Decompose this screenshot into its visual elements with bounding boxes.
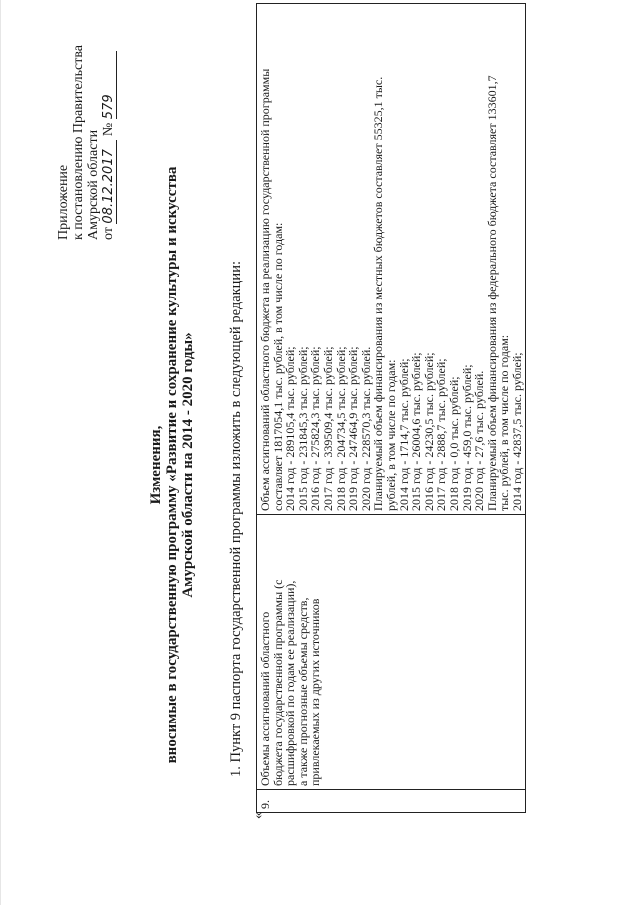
content-line: 2020 год - 228570,3 тыс. рублей.	[358, 346, 373, 511]
label-line: бюджета государственной программы (с	[270, 579, 285, 786]
label-line: Объемы ассигнований областного	[258, 611, 272, 786]
date-value: 08.12.2017	[101, 140, 117, 224]
heading-title: Изменения,	[148, 425, 164, 505]
intro-paragraph: 1. Пункт 9 паспорта государственной программы изложить в следующей редакции:	[228, 261, 244, 777]
label-line: расшифровкой по годам ее реализации),	[283, 580, 298, 786]
document-heading	[148, 65, 196, 865]
content-line: 2018 год - 0,0 тыс. рублей;	[446, 376, 461, 511]
content-line: 2014 год - 42837,5 тыс. рублей;	[509, 352, 524, 511]
appendix-region: Амурской области	[86, 129, 101, 240]
content-line: 2016 год - 275824,3 тыс. рублей;	[308, 346, 323, 511]
heading-line-2: вносимые в государственную программу «Развитие и сохранение культуры и искусства	[164, 166, 180, 764]
appendix-resolution: к постановлению Правительства	[71, 44, 86, 240]
content-line: 2014 год - 1714,7 тыс. рублей;	[396, 358, 411, 511]
appendix-block	[56, 15, 117, 240]
number-prefix: №	[101, 122, 116, 137]
content-line: тыс. рублей, в том числе по годам:	[497, 334, 512, 511]
content-line: Планируемый объем финансирования из федерального бюджета составляет 133601,7	[484, 75, 499, 511]
row-content	[257, 4, 526, 515]
passport-table	[256, 3, 526, 813]
date-prefix: от	[101, 227, 116, 240]
appendix-date-line	[101, 15, 117, 240]
content-line: 2018 год - 204734,5 тыс. рублей;	[333, 346, 348, 511]
row-number: 9.	[257, 790, 526, 813]
content-line: составляет 1817054,1 тыс. рублей, в том числе по годам:	[270, 222, 285, 511]
number-value: 579	[101, 51, 117, 119]
content-line: 2017 год - 339509,4 тыс. рублей;	[320, 346, 335, 511]
content-line: 2020 год - 27,6 тыс. рублей.	[472, 370, 487, 511]
heading-line-3: Амурской области на 2014 - 2020 годы»	[180, 332, 196, 598]
content-line: 2019 год - 459,0 тыс. рублей;	[459, 364, 474, 511]
row-label	[257, 515, 526, 790]
content-line: рублей, в том числе по годам:	[383, 359, 398, 511]
content-line: 2015 год - 26004,6 тыс. рублей;	[409, 352, 424, 511]
content-line: 2017 год - 2888,7 тыс. рублей;	[434, 358, 449, 511]
label-line: а также прогнозные объемы средств,	[295, 597, 310, 786]
label-line: привлекаемых из других источников	[308, 598, 323, 786]
quote-mark: «	[251, 812, 266, 819]
content-line: 2016 год - 24230,5 тыс. рублей;	[421, 352, 436, 511]
content-line: 2014 год - 289105,4 тыс. рублей;	[283, 346, 298, 511]
table-row	[257, 4, 526, 813]
content-line: Планируемый объем финансирования из местных бюджетов составляет 55325,1 тыс.	[371, 76, 386, 511]
content-line: 2015 год - 231845,3 тыс. рублей;	[295, 346, 310, 511]
content-line: Объем ассигнований областного бюджета на реализацию государственной программы	[258, 68, 272, 511]
content-line: 2019 год - 247464,9 тыс. рублей;	[346, 346, 361, 511]
appendix-title: Приложение	[56, 164, 71, 240]
